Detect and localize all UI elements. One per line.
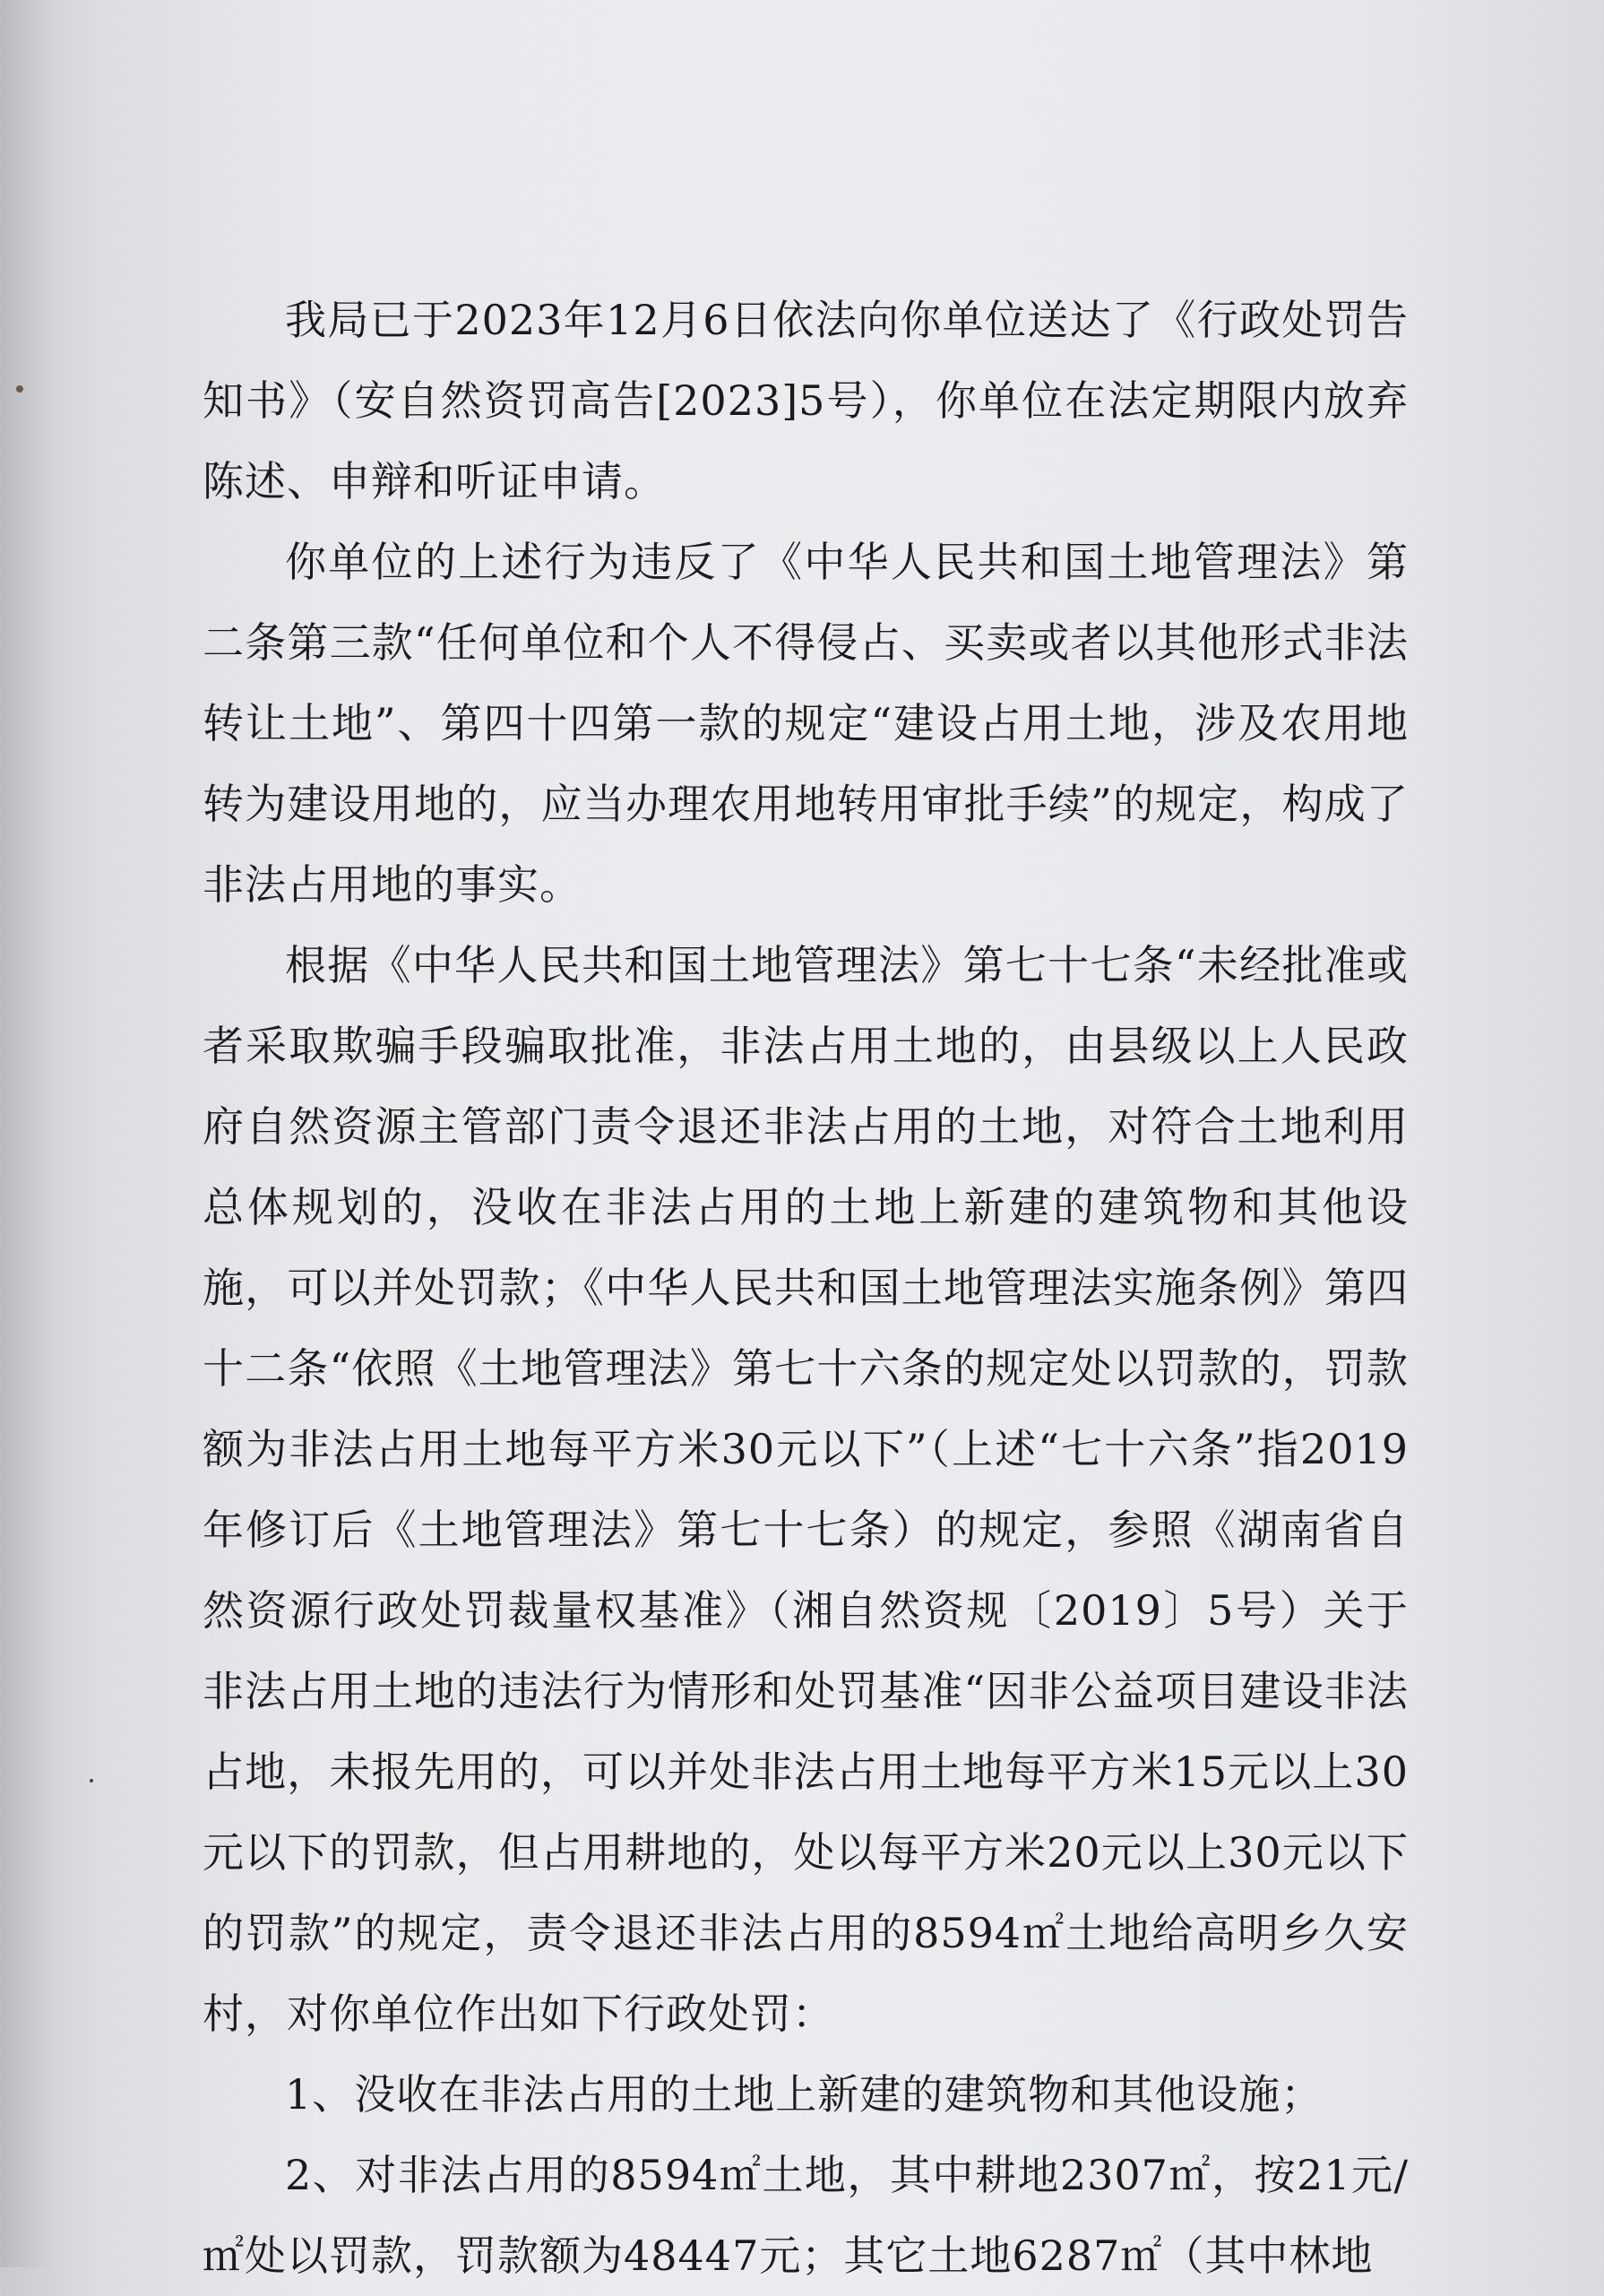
penalty-item-2: 2、对非法占用的8594㎡土地，其中耕地2307㎡，按21元/㎡处以罚款，罚款额为48447元；其它土地6287㎡（其中林地: [203, 2151, 1409, 2280]
page-edge-shadow: [0, 0, 54, 2267]
paper-speck: [16, 385, 23, 393]
paper-speck: [90, 1779, 93, 1782]
paragraph-notice-delivery: 我局已于2023年12月6日依法向你单位送达了《行政处罚告知书》（安自然资罚高告[2023]5号），你单位在法定期限内放弃陈述、申辩和听证申请。: [203, 296, 1409, 505]
paragraph-violation: 你单位的上述行为违反了《中华人民共和国土地管理法》第二条第三款“任何单位和个人不得侵占、买卖或者以其他形式非法转让土地”、第四十四第一款的规定“建设占用土地，涉及农用地转为建设用地的，应当办理农用地转用审批手续”的规定，构成了非法占用地的事实。: [203, 538, 1409, 909]
penalty-item-1: 1、没收在非法占用的土地上新建的建筑物和其他设施；: [285, 2070, 1324, 2119]
document-body: [203, 280, 1409, 2296]
paragraph-legal-basis: 根据《中华人民共和国土地管理法》第七十七条“未经批准或者采取欺骗手段骗取批准，非法占用土地的，由县级以上人民政府自然资源主管部门责令退还非法占用的土地，对符合土地利用总体规划的，没收在非法占用的土地上新建的建筑物和其他设施，可以并处罚款；《中华人民共和国土地管理法实施条例》第四十二条“依照《土地管理法》第七十六条的规定处以罚款的，罚款额为非法占用土地每平方米30元以下”（上述“七十六条”指2019年修订后《土地管理法》第七十七条）的规定，参照《湖南省自然资源行政处罚裁量权基准》（湘自然资规〔2019〕5号）关于非法占用土地的违法行为情形和处罚基准“因非公益项目建设非法占地，未报先用的，可以并处非法占用土地每平方米15元以上30元以下的罚款，但占用耕地的，处以每平方米20元以上30元以下的罚款”的规定，责令退还非法占用的8594㎡土地给高明乡久安村，对你单位作出如下行政处罚：: [203, 941, 1409, 2038]
